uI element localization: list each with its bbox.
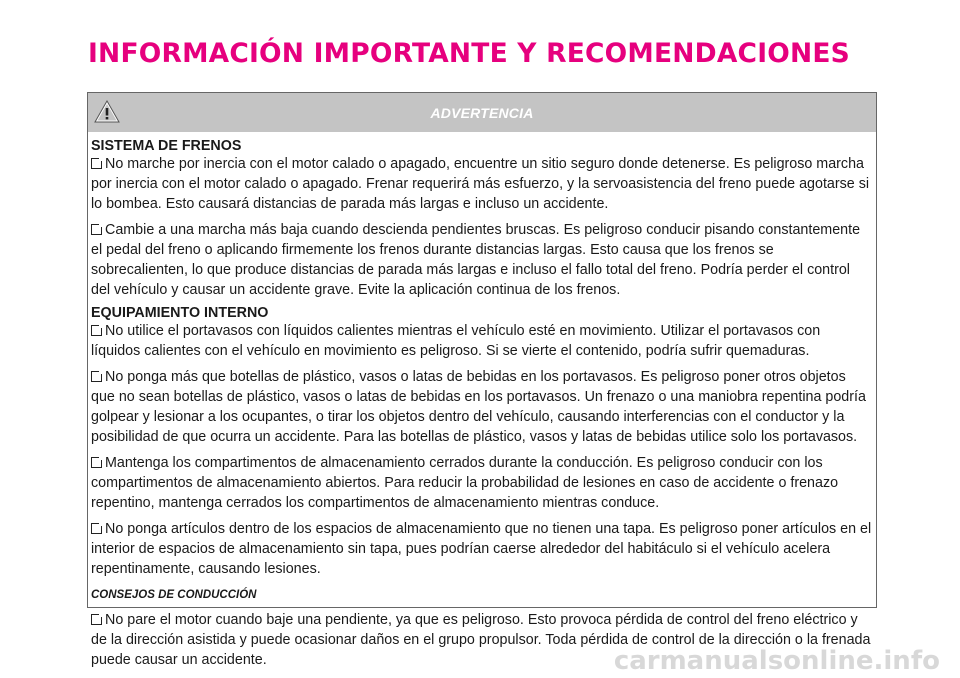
warning-triangle-icon [94,100,120,123]
warning-title: ADVERTENCIA [430,104,534,121]
bullet-checkbox-icon [91,224,102,235]
bullet-checkbox-icon [91,325,102,336]
bullet-checkbox-icon [91,523,102,534]
bullet-checkbox-icon [91,371,102,382]
paragraph: No utilice el portavasos con líquidos calientes mientras el vehículo esté en movimiento. Utilizar el portavasos con líquidos calientes con el vehículo en movimiento es peligroso. Si se vierte el contenido, podría sufrir quemaduras. [91,323,821,359]
section-heading-frenos: SISTEMA DE FRENOS [91,138,242,154]
section-heading-equipamiento: EQUIPAMIENTO INTERNO [91,305,269,321]
watermark: carmanualsonline.info [613,646,940,676]
paragraph: No marche por inercia con el motor calado o apagado, encuentre un sitio seguro donde detenerse. Es peligroso marcha por inercia con el motor calado o apagado. Frenar requerirá más esfuerzo, y la servoasistencia del freno puede agotarse si lo bombea. Esto causará distancias de parada más largas e incluso un accidente. [91,156,870,212]
bullet-checkbox-icon [91,614,102,625]
warning-header [88,93,876,132]
paragraph: No pare el motor cuando baje una pendiente, ya que es peligroso. Esto provoca pérdida de control del freno eléctrico y de la dirección asistida y puede ocasionar daños en el grupo propulsor. Toda pérdida de control de la dirección o la frenada puede causar un accidente. [91,612,871,668]
bullet-checkbox-icon [91,457,102,468]
paragraph: No ponga artículos dentro de los espacios de almacenamiento que no tienen una tapa. Es peligroso poner artículos en el interior de espacios de almacenamiento sin tapa, pues podrían caerse alrededor del habitáculo si el vehículo acelera repentinamente, causando lesiones. [91,521,872,577]
warning-body [88,132,876,670]
paragraph: No ponga más que botellas de plástico, vasos o latas de bebidas en los portavasos. Es peligroso poner otros objetos que no sean botellas de plástico, vasos o latas de bebidas en los portavasos. Un frenazo o una maniobra repentina podría golpear y lesionar a los ocupantes, o tirar los objetos dentro del vehículo, causando interferencias con el conductor y la posibilidad de que ocurra un accidente. Para las botellas de plástico, vasos y latas de bebidas utilice solo los portavasos. [91,369,866,445]
page-title: INFORMACIÓN IMPORTANTE Y RECOMENDACIONES [88,38,850,69]
paragraph: Cambie a una marcha más baja cuando descienda pendientes bruscas. Es peligroso conducir pisando constantemente el pedal del freno o aplicando firmemente los frenos durante distancias largas. Esto causa que los frenos se sobrecalienten, lo que produce distancias de parada más largas e incluso el fallo total del freno. Podría perder el control del vehículo y causar un accidente grave. Evite la aplicación continua de los frenos. [91,222,861,298]
section-heading-consejos: CONSEJOS DE CONDUCCIÓN [91,589,257,601]
paragraph: Mantenga los compartimentos de almacenamiento cerrados durante la conducción. Es peligroso conducir con los compartimentos de almacenamiento abiertos. Para reducir la probabilidad de lesiones en caso de accidente o frenazo repentino, mantenga cerrados los compartimentos de almacenamiento mientras conduce. [91,455,839,511]
bullet-checkbox-icon [91,158,102,169]
